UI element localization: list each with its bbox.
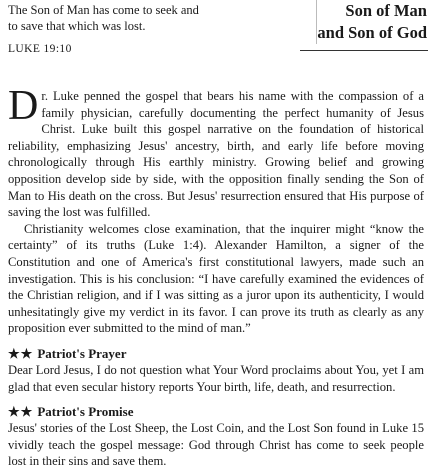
- prayer-heading-label: Patriot's Prayer: [37, 345, 127, 361]
- paragraph-1: [8, 83, 424, 221]
- prayer-text: Dear Lord Jesus, I do not question what Your Word proclaims about You, yet I am glad that even secular history reports Your birth, life, death, and resurrection.: [8, 362, 424, 394]
- promise-heading-label: Patriot's Promise: [37, 404, 134, 420]
- title-line-1: Son of Man: [345, 1, 427, 20]
- page-title: [316, 0, 429, 44]
- body-text: [8, 83, 424, 470]
- epigraph-line-2: to save that which was lost.: [8, 19, 146, 33]
- epigraph-reference: LUKE 19:10: [8, 43, 72, 55]
- epigraph: [8, 2, 263, 57]
- paragraph-2: Christianity welcomes close examination, that the inquirer might “know the certainty” of its truths (Luke 1:4). Alexander Hamilton, a signer of the Constitution and one of America's first constitutional lawyers, made such an investigation. This is his conclusion: “I have carefully examined the evidences of the Christian religion, and if I was sitting as a juror upon its authenticity, I would unhesitatingly give my verdict in its favor. I can prove its truth as clearly as any proposition ever submitted to the mind of man.”: [8, 221, 424, 336]
- title-line-2: and Son of God: [317, 23, 427, 42]
- paragraph-1-text: r. Luke penned the gospel that bears his name with the compassion of a family physician, carefully documenting the perfect humanity of Jesus Christ. Luke built this gospel narrative on the foundation of historical reliability, emphasizing Jesus' ancestry, birth, and early life before moving chronologically through His earthly ministry. Growing belief and growing opposition develop side by side, with the opposition finally sending the Son of Man to His death on the cross. But Jesus' resurrection ensured that His purpose of saving the lost was fulfilled.: [8, 89, 424, 220]
- epigraph-line-1: The Son of Man has come to seek and: [8, 3, 199, 17]
- prayer-heading: [8, 346, 424, 362]
- drop-cap: D: [8, 83, 39, 129]
- star-icon: ★★: [8, 404, 34, 420]
- promise-heading: [8, 404, 424, 420]
- promise-text: Jesus' stories of the Lost Sheep, the Lost Coin, and the Lost Son found in Luke 15 vividly teach the gospel message: God through Christ has come to seek people lost in their sins and save them.: [8, 421, 424, 469]
- title-rule: [300, 50, 428, 51]
- star-icon: ★★: [8, 345, 34, 361]
